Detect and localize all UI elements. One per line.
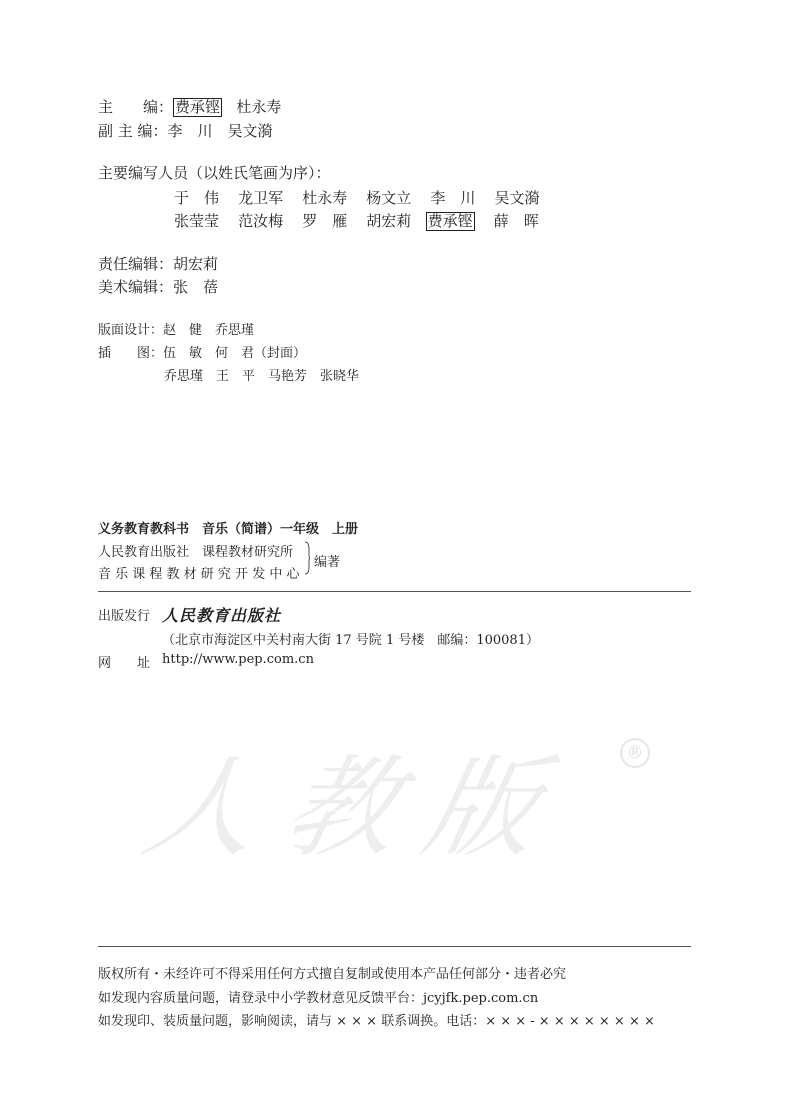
brace-icon bbox=[304, 541, 310, 575]
compiler-line-2: 音 乐 课 程 教 材 研 究 开 发 中 心 bbox=[98, 567, 300, 582]
illustration-line-1: 插 图：伍 敏 何 君（封面） bbox=[98, 346, 307, 361]
quality-feedback-notice: 如发现内容质量问题，请登录中小学教材意见反馈平台：jcyjfk.pep.com.cn bbox=[98, 991, 539, 1006]
copyright-notice: 版权所有・未经许可不得采用任何方式擅自复制或使用本产品任何部分・违者必究 bbox=[98, 967, 567, 982]
chief-editor-label: 主 编： bbox=[98, 98, 174, 116]
publisher-logo: 人民教育出版社 bbox=[162, 606, 282, 625]
writer-name: 薛 晖 bbox=[493, 212, 539, 230]
writer-name-boxed: 费承铿 bbox=[427, 212, 473, 230]
writer-name: 张莹莹 bbox=[174, 212, 220, 230]
illustration-line-2: 乔思瑾 王 平 马艳芳 张晓华 bbox=[164, 369, 360, 384]
registered-mark-icon: ® bbox=[620, 738, 650, 768]
deputy-editor-line bbox=[98, 120, 273, 141]
writer-name: 龙卫军 bbox=[238, 189, 284, 207]
writers-row-2 bbox=[174, 210, 539, 231]
website-link[interactable]: http://www.pep.com.cn bbox=[162, 652, 314, 667]
publisher-address: （北京市海淀区中关村南大街 17 号院 1 号楼 邮编：100081） bbox=[162, 633, 539, 648]
print-issue-notice: 如发现印、装质量问题，影响阅读，请与 × × × 联系调换。电话：× × × - × × × × × × × × bbox=[98, 1014, 655, 1029]
pep-watermark: 人教版 bbox=[133, 744, 581, 872]
website-label: 网 址 bbox=[98, 656, 151, 671]
chief-editor-other: 杜永寿 bbox=[236, 98, 282, 116]
writer-name: 吴文漪 bbox=[494, 189, 540, 207]
writer-name: 范汝梅 bbox=[238, 212, 284, 230]
writer-name: 胡宏莉 bbox=[366, 212, 412, 230]
responsible-editor: 责任编辑：胡宏莉 bbox=[98, 255, 219, 273]
book-title: 义务教育教科书 音乐（简谱）一年级 上册 bbox=[98, 522, 359, 537]
writers-row-1 bbox=[174, 187, 539, 208]
compiler-line-1: 人民教育出版社 课程教材研究所 bbox=[98, 545, 294, 560]
main-writers-label: 主要编写人员（以姓氏笔画为序）： bbox=[98, 164, 331, 182]
art-editor: 美术编辑：张 蓓 bbox=[98, 278, 219, 296]
layout-design: 版面设计：赵 健 乔思瑾 bbox=[98, 323, 255, 338]
writer-name: 李 川 bbox=[430, 189, 476, 207]
divider-bottom bbox=[98, 946, 691, 947]
divider-top bbox=[98, 591, 691, 592]
writer-name: 杨文立 bbox=[366, 189, 412, 207]
compiled-label: 编著 bbox=[314, 555, 341, 570]
publishing-label: 出版发行 bbox=[98, 609, 151, 624]
chief-editor-boxed-name: 费承铿 bbox=[175, 98, 221, 116]
chief-editor-line bbox=[98, 96, 281, 117]
deputy-editor-label: 副 主 编： bbox=[98, 122, 168, 140]
writer-name: 于 伟 bbox=[174, 189, 220, 207]
writer-name: 罗 雁 bbox=[302, 212, 348, 230]
writer-name: 杜永寿 bbox=[302, 189, 348, 207]
deputy-editor-names: 李 川 吴文漪 bbox=[167, 122, 273, 140]
